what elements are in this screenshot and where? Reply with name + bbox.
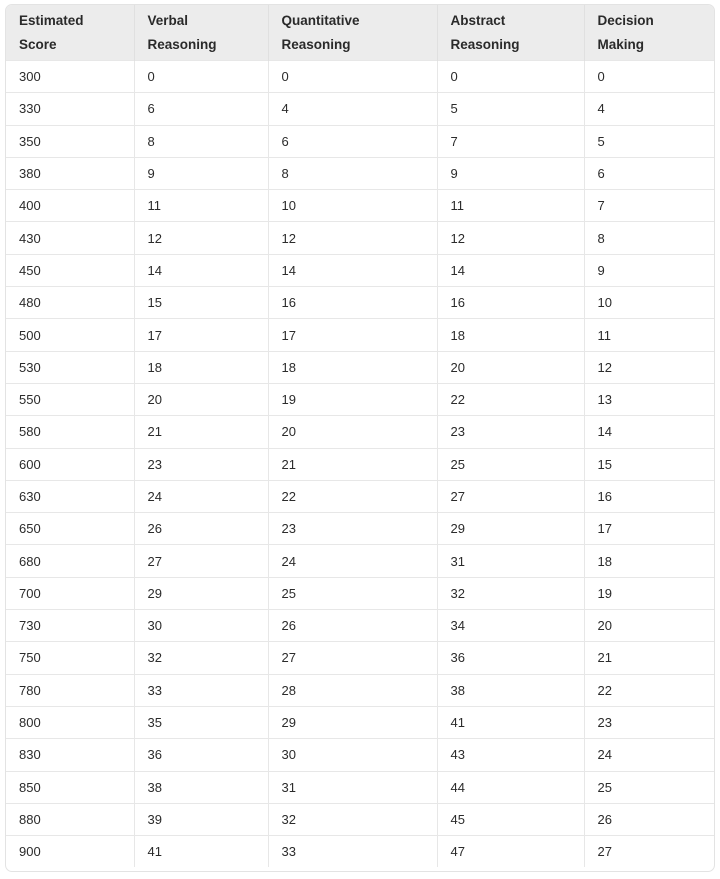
cell-estimated-score: 430: [6, 222, 134, 254]
cell-verbal-reasoning: 8: [134, 125, 268, 157]
cell-estimated-score: 500: [6, 319, 134, 351]
cell-quantitative-reasoning: 30: [268, 739, 437, 771]
cell-abstract-reasoning: 12: [437, 222, 584, 254]
cell-quantitative-reasoning: 32: [268, 803, 437, 835]
cell-abstract-reasoning: 16: [437, 287, 584, 319]
cell-verbal-reasoning: 30: [134, 610, 268, 642]
cell-decision-making: 12: [584, 351, 714, 383]
cell-estimated-score: 600: [6, 448, 134, 480]
cell-abstract-reasoning: 34: [437, 610, 584, 642]
cell-estimated-score: 350: [6, 125, 134, 157]
cell-abstract-reasoning: 43: [437, 739, 584, 771]
table-row: [6, 739, 714, 771]
header-decision-making: [584, 5, 714, 61]
cell-abstract-reasoning: 32: [437, 577, 584, 609]
cell-decision-making: 17: [584, 513, 714, 545]
cell-estimated-score: 900: [6, 836, 134, 868]
cell-quantitative-reasoning: 28: [268, 674, 437, 706]
cell-estimated-score: 330: [6, 93, 134, 125]
cell-decision-making: 9: [584, 254, 714, 286]
cell-verbal-reasoning: 38: [134, 771, 268, 803]
cell-abstract-reasoning: 29: [437, 513, 584, 545]
cell-estimated-score: 850: [6, 771, 134, 803]
cell-abstract-reasoning: 25: [437, 448, 584, 480]
table-row: [6, 222, 714, 254]
table-row: [6, 416, 714, 448]
header-abstract-reasoning: [437, 5, 584, 61]
cell-quantitative-reasoning: 26: [268, 610, 437, 642]
cell-estimated-score: 530: [6, 351, 134, 383]
cell-estimated-score: 400: [6, 190, 134, 222]
cell-verbal-reasoning: 33: [134, 674, 268, 706]
cell-estimated-score: 800: [6, 706, 134, 738]
cell-verbal-reasoning: 17: [134, 319, 268, 351]
cell-quantitative-reasoning: 12: [268, 222, 437, 254]
cell-verbal-reasoning: 6: [134, 93, 268, 125]
header-decision-making-line: Decision: [597, 12, 654, 28]
cell-decision-making: 13: [584, 383, 714, 415]
cell-quantitative-reasoning: 16: [268, 287, 437, 319]
cell-abstract-reasoning: 18: [437, 319, 584, 351]
cell-estimated-score: 300: [6, 61, 134, 93]
cell-verbal-reasoning: 14: [134, 254, 268, 286]
table-row: [6, 383, 714, 415]
table-row: [6, 480, 714, 512]
cell-quantitative-reasoning: 0: [268, 61, 437, 93]
cell-decision-making: 14: [584, 416, 714, 448]
cell-quantitative-reasoning: 18: [268, 351, 437, 383]
cell-quantitative-reasoning: 6: [268, 125, 437, 157]
cell-verbal-reasoning: 27: [134, 545, 268, 577]
cell-decision-making: 10: [584, 287, 714, 319]
table-row: [6, 157, 714, 189]
cell-decision-making: 0: [584, 61, 714, 93]
table-row: [6, 642, 714, 674]
cell-estimated-score: 550: [6, 383, 134, 415]
table-row: [6, 513, 714, 545]
table-row: [6, 93, 714, 125]
header-quantitative-reasoning-line: Quantitative: [281, 12, 360, 28]
cell-decision-making: 23: [584, 706, 714, 738]
cell-decision-making: 27: [584, 836, 714, 868]
score-table: [6, 5, 714, 867]
cell-decision-making: 15: [584, 448, 714, 480]
cell-quantitative-reasoning: 23: [268, 513, 437, 545]
cell-estimated-score: 680: [6, 545, 134, 577]
cell-verbal-reasoning: 9: [134, 157, 268, 189]
cell-verbal-reasoning: 18: [134, 351, 268, 383]
header-estimated-score: [6, 5, 134, 61]
cell-verbal-reasoning: 20: [134, 383, 268, 415]
cell-quantitative-reasoning: 27: [268, 642, 437, 674]
cell-quantitative-reasoning: 25: [268, 577, 437, 609]
cell-quantitative-reasoning: 33: [268, 836, 437, 868]
cell-abstract-reasoning: 7: [437, 125, 584, 157]
header-verbal-reasoning: [134, 5, 268, 61]
cell-decision-making: 5: [584, 125, 714, 157]
cell-estimated-score: 580: [6, 416, 134, 448]
cell-verbal-reasoning: 26: [134, 513, 268, 545]
cell-decision-making: 26: [584, 803, 714, 835]
table-row: [6, 190, 714, 222]
table-row: [6, 448, 714, 480]
table-row: [6, 545, 714, 577]
cell-decision-making: 8: [584, 222, 714, 254]
cell-verbal-reasoning: 0: [134, 61, 268, 93]
cell-decision-making: 25: [584, 771, 714, 803]
cell-estimated-score: 750: [6, 642, 134, 674]
score-table-container: [5, 4, 715, 872]
cell-decision-making: 7: [584, 190, 714, 222]
cell-estimated-score: 380: [6, 157, 134, 189]
table-row: [6, 254, 714, 286]
header-verbal-reasoning-line: Verbal: [147, 12, 189, 28]
cell-verbal-reasoning: 39: [134, 803, 268, 835]
cell-estimated-score: 480: [6, 287, 134, 319]
cell-verbal-reasoning: 12: [134, 222, 268, 254]
cell-estimated-score: 830: [6, 739, 134, 771]
cell-abstract-reasoning: 38: [437, 674, 584, 706]
cell-estimated-score: 630: [6, 480, 134, 512]
cell-verbal-reasoning: 21: [134, 416, 268, 448]
cell-verbal-reasoning: 24: [134, 480, 268, 512]
cell-abstract-reasoning: 14: [437, 254, 584, 286]
cell-abstract-reasoning: 44: [437, 771, 584, 803]
cell-quantitative-reasoning: 14: [268, 254, 437, 286]
cell-quantitative-reasoning: 24: [268, 545, 437, 577]
table-row: [6, 771, 714, 803]
header-decision-making-line: Making: [597, 36, 645, 52]
table-row: [6, 803, 714, 835]
cell-quantitative-reasoning: 8: [268, 157, 437, 189]
cell-quantitative-reasoning: 4: [268, 93, 437, 125]
cell-abstract-reasoning: 41: [437, 706, 584, 738]
cell-decision-making: 19: [584, 577, 714, 609]
cell-quantitative-reasoning: 29: [268, 706, 437, 738]
cell-verbal-reasoning: 32: [134, 642, 268, 674]
table-row: [6, 319, 714, 351]
cell-abstract-reasoning: 22: [437, 383, 584, 415]
cell-quantitative-reasoning: 17: [268, 319, 437, 351]
cell-quantitative-reasoning: 10: [268, 190, 437, 222]
cell-decision-making: 4: [584, 93, 714, 125]
table-row: [6, 287, 714, 319]
table-row: [6, 610, 714, 642]
cell-abstract-reasoning: 20: [437, 351, 584, 383]
table-row: [6, 674, 714, 706]
table-header: [6, 5, 714, 61]
cell-estimated-score: 450: [6, 254, 134, 286]
cell-decision-making: 20: [584, 610, 714, 642]
cell-verbal-reasoning: 35: [134, 706, 268, 738]
cell-quantitative-reasoning: 31: [268, 771, 437, 803]
cell-abstract-reasoning: 27: [437, 480, 584, 512]
cell-verbal-reasoning: 29: [134, 577, 268, 609]
cell-quantitative-reasoning: 20: [268, 416, 437, 448]
cell-abstract-reasoning: 31: [437, 545, 584, 577]
table-row: [6, 577, 714, 609]
cell-abstract-reasoning: 45: [437, 803, 584, 835]
table-row: [6, 351, 714, 383]
table-row: [6, 706, 714, 738]
cell-decision-making: 16: [584, 480, 714, 512]
cell-abstract-reasoning: 47: [437, 836, 584, 868]
cell-estimated-score: 880: [6, 803, 134, 835]
cell-decision-making: 6: [584, 157, 714, 189]
header-quantitative-reasoning: [268, 5, 437, 61]
header-estimated-score-line: Score: [19, 36, 57, 52]
header-verbal-reasoning-line: Reasoning: [147, 36, 217, 52]
table-row: [6, 61, 714, 93]
cell-quantitative-reasoning: 19: [268, 383, 437, 415]
header-abstract-reasoning-line: Reasoning: [450, 36, 520, 52]
table-row: [6, 836, 714, 868]
table-body: [6, 61, 714, 868]
cell-estimated-score: 700: [6, 577, 134, 609]
header-estimated-score-line: Estimated: [19, 12, 84, 28]
cell-decision-making: 24: [584, 739, 714, 771]
cell-verbal-reasoning: 41: [134, 836, 268, 868]
cell-quantitative-reasoning: 21: [268, 448, 437, 480]
cell-verbal-reasoning: 36: [134, 739, 268, 771]
cell-verbal-reasoning: 23: [134, 448, 268, 480]
cell-estimated-score: 730: [6, 610, 134, 642]
cell-decision-making: 18: [584, 545, 714, 577]
cell-estimated-score: 650: [6, 513, 134, 545]
cell-abstract-reasoning: 23: [437, 416, 584, 448]
cell-abstract-reasoning: 9: [437, 157, 584, 189]
header-row: [6, 5, 714, 61]
header-quantitative-reasoning-line: Reasoning: [281, 36, 351, 52]
cell-estimated-score: 780: [6, 674, 134, 706]
cell-decision-making: 21: [584, 642, 714, 674]
cell-abstract-reasoning: 36: [437, 642, 584, 674]
header-abstract-reasoning-line: Abstract: [450, 12, 506, 28]
cell-quantitative-reasoning: 22: [268, 480, 437, 512]
cell-verbal-reasoning: 15: [134, 287, 268, 319]
cell-decision-making: 22: [584, 674, 714, 706]
cell-abstract-reasoning: 11: [437, 190, 584, 222]
cell-abstract-reasoning: 5: [437, 93, 584, 125]
cell-decision-making: 11: [584, 319, 714, 351]
cell-verbal-reasoning: 11: [134, 190, 268, 222]
cell-abstract-reasoning: 0: [437, 61, 584, 93]
table-row: [6, 125, 714, 157]
